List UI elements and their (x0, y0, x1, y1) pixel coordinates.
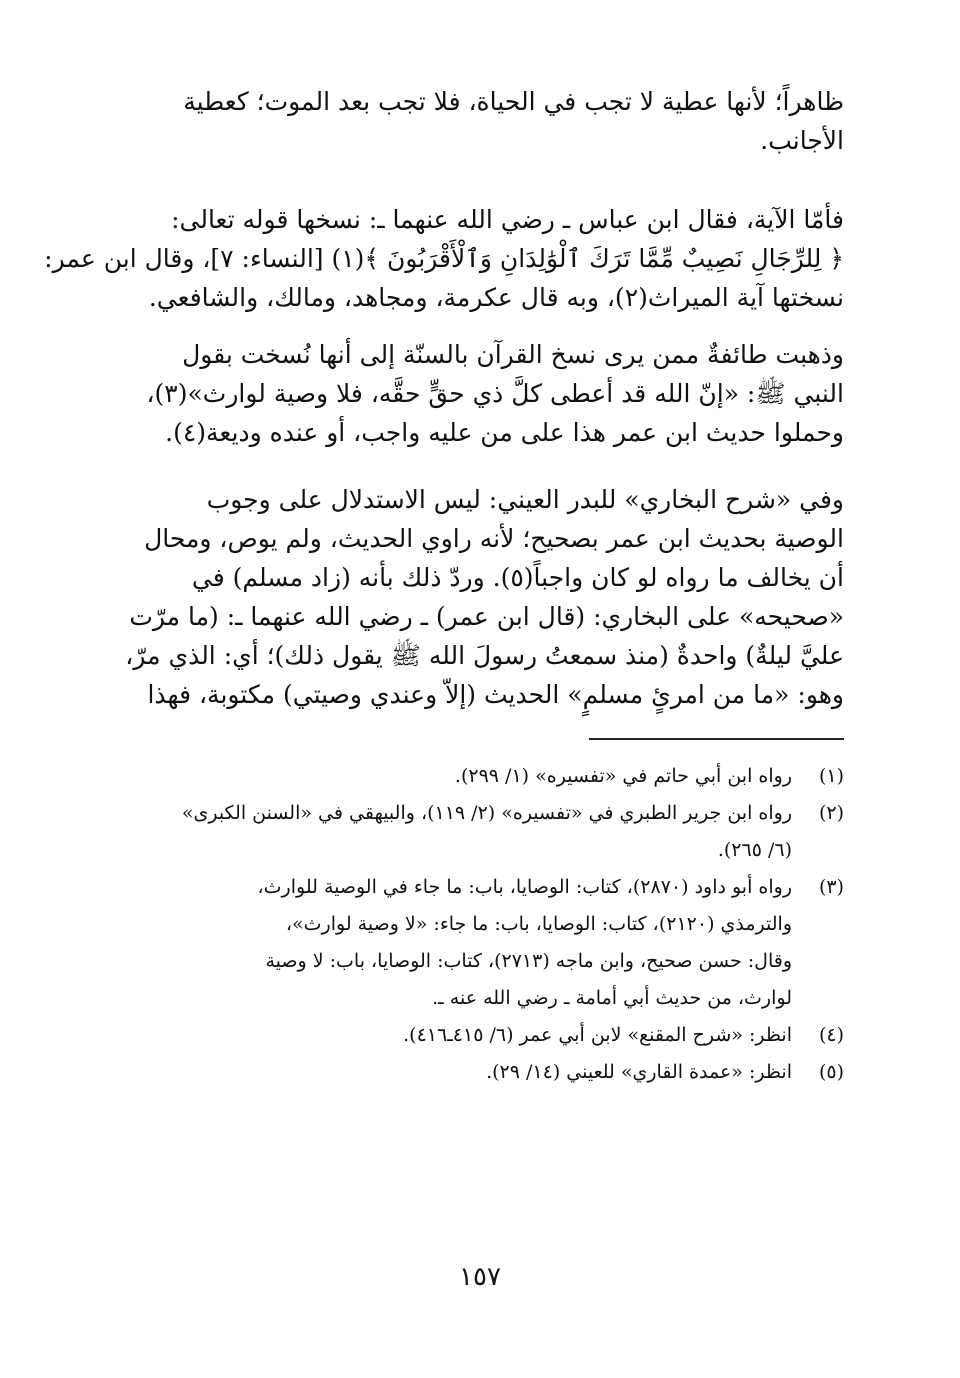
paragraph-line: ظاهراً؛ لأنها عطية لا تجب في الحياة، فلا تجب بعد الموت؛ كعطية (183, 87, 844, 116)
footnote-line: وقال: حسن صحيح، وابن ماجه (٢٧١٣)، كتاب: الوصايا، باب: لا وصية (265, 950, 792, 972)
footnote-number: (٥) (818, 1061, 844, 1083)
footnote-number: (٢) (818, 802, 844, 824)
footnote-text (132, 869, 792, 1017)
footnotes (132, 758, 844, 1091)
footnote-line: انظر: «شرح المقنع» لابن أبي عمر (٦/ ٤١٥ـ٤١٦). (403, 1024, 792, 1046)
footnote-text (132, 1054, 792, 1091)
footnote-4 (132, 1017, 844, 1054)
paragraph-line: وذهبت طائفةٌ ممن يرى نسخ القرآن بالسنّة إلى أنها نُسخت بقول (182, 340, 844, 369)
footnote-number: (٣) (818, 876, 844, 898)
footnote-text (132, 758, 792, 795)
paragraph-line: وفي «شرح البخاري» للبدر العيني: ليس الاستدلال على وجوب (206, 485, 844, 514)
footnote-line: رواه ابن جرير الطبري في «تفسيره» (٢/ ١١٩)، والبيهقي في «السنن الكبرى» (181, 802, 792, 824)
paragraph-line: وحملوا حديث ابن عمر هذا على من عليه واجب، أو عنده وديعة(٤). (165, 418, 844, 447)
footnote-number: (١) (818, 765, 844, 787)
paragraph-line: أن يخالف ما رواه لو كان واجباً(٥). وردّ ذلك بأنه (زاد مسلم) في (191, 563, 844, 592)
footnote-3 (132, 869, 844, 1017)
footnote-2 (132, 795, 844, 869)
footnote-line: رواه ابن أبي حاتم في «تفسيره» (١/ ٢٩٩). (454, 765, 792, 787)
page-body (44, 82, 844, 1091)
footnote-line: والترمذي (٢١٢٠)، كتاب: الوصايا، باب: ما جاء: «لا وصية لوارث»، (285, 913, 792, 935)
footnote-line: (٦/ ٢٦٥). (717, 839, 792, 861)
footnote-5 (132, 1054, 844, 1091)
footnote-line: رواه أبو داود (٢٨٧٠)، كتاب: الوصايا، باب: ما جاء في الوصية للوارث، (257, 876, 792, 898)
paragraph-line: الأجانب. (760, 126, 844, 155)
footnote-line: لوارث، من حديث أبي أمامة ـ رضي الله عنه ـ. (432, 987, 792, 1009)
paragraph-line: وهو: «ما من امرئٍ مسلمٍ» الحديث (إلاّ وعندي وصيتي) مكتوبة، فهذا (147, 680, 844, 709)
footnote-number: (٤) (818, 1024, 844, 1046)
paragraph-line: «صحيحه» على البخاري: (قال ابن عمر) ـ رضي الله عنهما ـ: (ما مرّت (129, 602, 844, 631)
paragraph-3 (132, 335, 844, 452)
paragraph-4 (125, 480, 844, 714)
footnote-divider (589, 738, 844, 740)
quran-verse-line: ﴿ لِلرِّجَالِ نَصِيبٌ مِّمَّا تَرَكَ ٱلْوَٰلِدَانِ وَٱلْأَقْرَبُونَ ﴾(١) [النساء: ٧]، وقال ابن عمر: (44, 244, 844, 273)
paragraph-line: فأمّا الآية، فقال ابن عباس ـ رضي الله عنهما ـ: نسخها قوله تعالى: (171, 205, 844, 234)
paragraph-line: الوصية بحديث ابن عمر بصحيح؛ لأنه راوي الحديث، ولم يوص، ومحال (144, 524, 844, 553)
footnote-text (132, 795, 792, 869)
paragraph-line: نسختها آية الميراث(٢)، وبه قال عكرمة، ومجاهد، ومالك، والشافعي. (148, 283, 844, 312)
paragraph-line: النبي ﷺ: «إنّ الله قد أعطى كلَّ ذي حقٍّ حقَّه، فلا وصية لوارث»(٣)، (146, 379, 844, 408)
footnote-text (132, 1017, 792, 1054)
footnote-line: انظر: «عمدة القاري» للعيني (١٤/ ٢٩). (486, 1061, 792, 1083)
page-number: ١٥٧ (459, 1262, 501, 1292)
paragraph-line: عليَّ ليلةٌ) واحدةٌ (منذ سمعتُ رسولَ الله ﷺ يقول ذلك)؛ أي: الذي مرّ، (125, 641, 844, 670)
paragraph-2 (44, 200, 844, 317)
footnote-1 (132, 758, 844, 795)
paragraph-1 (132, 82, 844, 160)
